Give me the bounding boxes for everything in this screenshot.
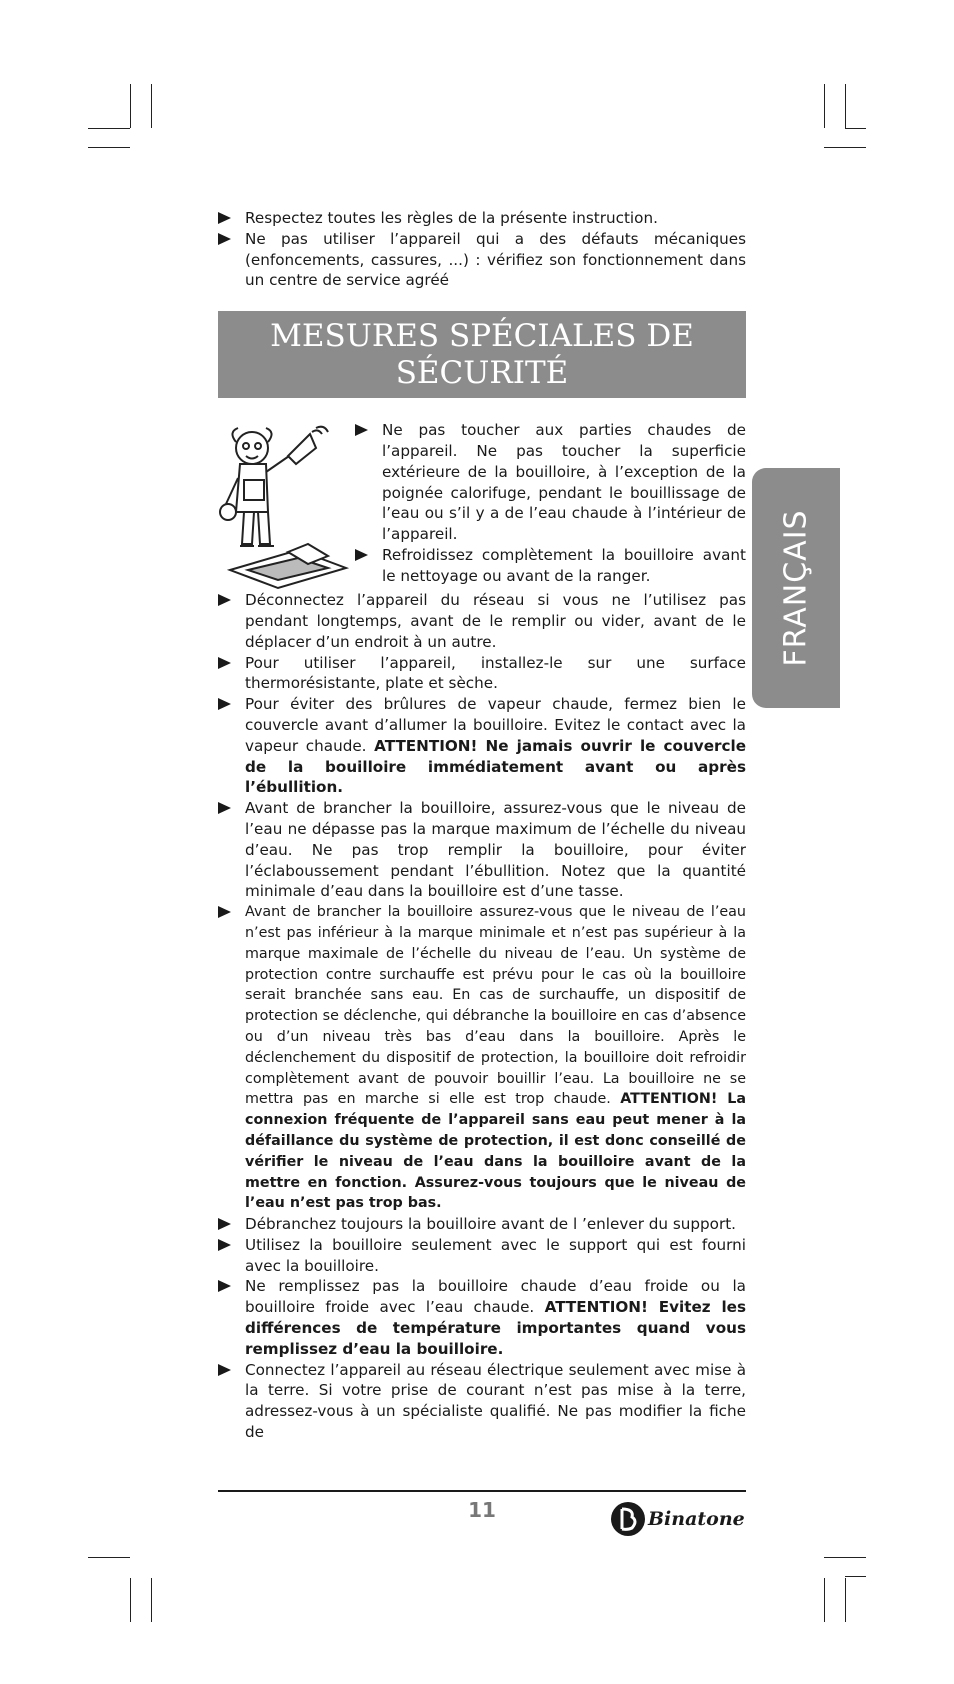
side-bullet-list (355, 420, 746, 590)
crop-mark (845, 1576, 866, 1577)
footer-rule (218, 1490, 746, 1492)
section-heading: MESURES SPÉCIALES DE SÉCURITÉ (218, 311, 746, 398)
bullet-arrow-icon (218, 1239, 231, 1251)
bullet-arrow-icon (218, 802, 231, 814)
bullet-text: Avant de brancher la bouilloire, assurez-vous que le niveau de l’eau ne dépasse pas la marque maximum de l’échelle du niveau d’eau. Ne pas trop remplir la bouilloire, pour éviter l’éclaboussement pendant l’ébullition. Notez que la quantité minimale d’eau dans la bouilloire est d’une tasse. (245, 799, 746, 901)
bullet-arrow-icon (218, 1218, 231, 1230)
bullet-arrow-icon (218, 233, 231, 245)
bullet-arrow-icon (218, 1280, 231, 1292)
bullet-text: Ne remplissez pas la bouilloire chaude d’eau froide ou la bouilloire froide avec l’eau chaude. (245, 1277, 746, 1317)
list-item (218, 902, 746, 1214)
bullet-arrow-icon (218, 594, 231, 606)
crop-mark (130, 84, 131, 128)
crop-mark (845, 84, 846, 128)
crop-mark (88, 147, 130, 148)
bullet-warning: ATTENTION! Evitez les différences de température importantes quand vous remplissez d’eau la bouilloire. (245, 1298, 746, 1358)
crop-mark (151, 84, 152, 128)
main-bullet-list (218, 590, 746, 1443)
page-number: 11 (468, 1498, 496, 1522)
crop-mark (88, 128, 130, 129)
bullet-text: Connectez l’appareil au réseau électrique seulement avec mise à la terre. Si votre prise de courant n’est pas mise à la terre, adressez-vous à un spécialiste qualifié. Ne pas modifier la fiche de (245, 1360, 746, 1442)
list-item (218, 694, 746, 798)
bullet-warning: ATTENTION! Ne jamais ouvrir le couvercle de la bouilloire immédiatement avant ou après l’ébullition. (245, 736, 747, 797)
bullet-text: Refroidissez complètement la bouilloire avant le nettoyage ou avant de la ranger. (382, 545, 746, 585)
bullet-arrow-icon (355, 549, 368, 561)
illustrated-block (218, 420, 746, 590)
list-item (355, 420, 746, 545)
list-item (218, 1360, 746, 1443)
crop-mark (88, 1557, 130, 1558)
language-tab-label: FRANÇAIS (778, 509, 814, 667)
crop-mark (824, 84, 825, 128)
binatone-logo-icon (610, 1501, 646, 1537)
brand-name: Binatone (648, 1508, 745, 1530)
crop-mark (130, 1578, 131, 1622)
bullet-text: Utilisez la bouilloire seulement avec le support qui est fourni avec la bouilloire. (245, 1235, 746, 1275)
bullet-arrow-icon (218, 212, 231, 224)
bullet-text: Ne pas toucher aux parties chaudes de l’appareil. Ne pas toucher la superficie extérieure de la bouilloire, à l’exception de la poignée calorifuge, pendant le bouillissage de l’eau ou s’il y a de l’eau chaude à l’intérieur de l’appareil. (382, 421, 746, 544)
brand-logo (610, 1500, 746, 1538)
bullet-warning: ATTENTION! La connexion fréquente de l’appareil sans eau peut mener à la défaillance du système de protection, il est donc conseillé de vérifier le niveau de l’eau dans la bouilloire avant de la mettre en fonction. Assurez-vous toujours que le niveau de l’eau n’est pas trop bas. (245, 1091, 747, 1212)
list-item (218, 653, 746, 695)
bullet-text: Ne pas utiliser l’appareil qui a des défauts mécaniques (enfoncements, cassures, ...) : vérifiez son fonctionnement dans un centre de service agréé (245, 229, 746, 290)
bullet-arrow-icon (218, 698, 231, 710)
list-item (218, 1214, 746, 1235)
hazard-illustration (218, 420, 355, 590)
bullet-text: Avant de brancher la bouilloire assurez-vous que le niveau de l’eau n’est pas inférieur à la marque minimale et n’est pas supérieur à la marque maximale de l’échelle du niveau de l’eau. Un système de protection contre surchauffe est prévu pour le cas où la bouilloire serait branchée sans eau. En cas de surchauffe, un dispositif de protection se déclenche, qui débranche la bouilloire en cas d’absence ou d’un niveau très bas d’eau dans la bouilloire. Après le déclenchement du dispositif de protection, la bouilloire doit refroidir complètement avant de pouvoir bouillir l’eau. La bouilloire ne se mettra pas en marche si elle est trop chaude. (245, 904, 746, 1108)
page-content (218, 208, 746, 1443)
crop-mark (824, 1557, 866, 1558)
crop-mark (845, 128, 866, 129)
list-item (218, 208, 746, 229)
bullet-text: Pour éviter des brûlures de vapeur chaude, fermez bien le couvercle avant d’allumer la bouilloire. Evitez le contact avec la vapeur chaude. (245, 695, 746, 755)
bullet-text: Pour utiliser l’appareil, installez-le sur une surface thermorésistante, plate et sèche. (245, 653, 746, 693)
bullet-text: Respectez toutes les règles de la présente instruction. (245, 209, 658, 227)
bullet-arrow-icon (355, 424, 368, 436)
list-item (218, 1235, 746, 1277)
bullet-arrow-icon (218, 1364, 231, 1376)
list-item (218, 798, 746, 902)
language-tab (752, 468, 840, 708)
bullet-text: Débranchez toujours la bouilloire avant de l ’enlever du support. (245, 1215, 736, 1234)
list-item (355, 545, 746, 587)
crop-mark (151, 1578, 152, 1622)
crop-mark (845, 1578, 846, 1622)
bullet-arrow-icon (218, 657, 231, 669)
bullet-text: Déconnectez l’appareil du réseau si vous ne l’utilisez pas pendant longtemps, avant de le remplir ou vider, avant de le déplacer d’un endroit à un autre. (245, 591, 746, 651)
list-item (218, 1276, 746, 1359)
list-item (218, 590, 746, 652)
crop-mark (824, 147, 866, 148)
crop-mark (824, 1578, 825, 1622)
bullet-arrow-icon (218, 906, 231, 918)
list-item (218, 229, 746, 291)
